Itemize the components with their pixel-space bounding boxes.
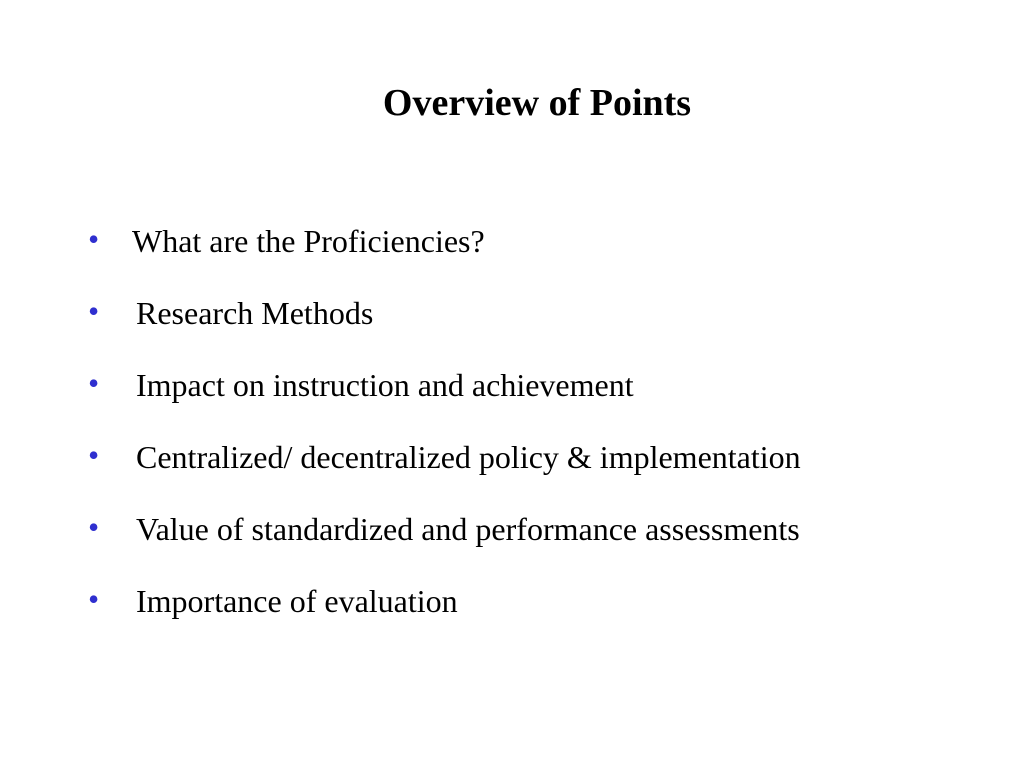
list-item: [0, 215, 1024, 287]
bullet-icon: •: [88, 509, 100, 545]
bullet-icon: •: [88, 293, 100, 329]
bullet-list: [0, 215, 1024, 647]
list-item: [0, 359, 1024, 431]
list-item: [0, 575, 1024, 647]
bullet-text: Value of standardized and performance assessments: [136, 511, 800, 547]
slide-title: Overview of Points: [382, 82, 692, 124]
bullet-text: What are the Proficiencies?: [132, 223, 485, 259]
bullet-text: Centralized/ decentralized policy & implementation: [136, 439, 801, 475]
list-item: [0, 503, 1024, 575]
bullet-text: Importance of evaluation: [136, 583, 458, 619]
bullet-text: Research Methods: [136, 295, 374, 331]
bullet-icon: •: [88, 221, 100, 257]
list-item: [0, 287, 1024, 359]
list-item: [0, 431, 1024, 503]
bullet-icon: •: [88, 437, 100, 473]
bullet-text: Impact on instruction and achievement: [136, 367, 634, 403]
bullet-icon: •: [88, 581, 100, 617]
bullet-icon: •: [88, 365, 100, 401]
